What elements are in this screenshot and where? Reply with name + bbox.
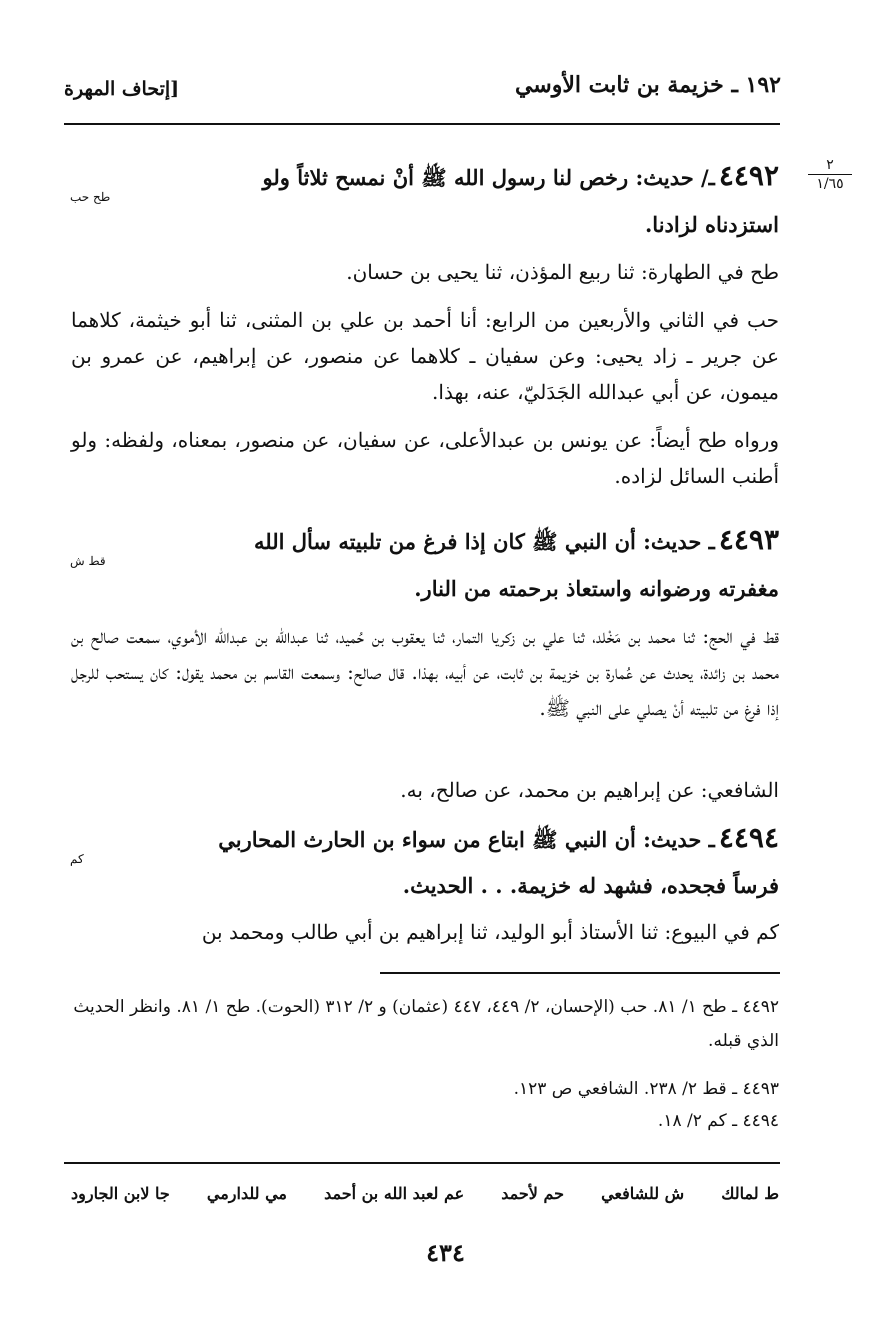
margin-note-top: ٢	[808, 156, 852, 175]
hadith-text-line1: ـ حديث: أن النبي ﷺ ابتاع من سواء بن الحارث المحاربي	[218, 827, 715, 852]
hadith-number: ٤٤٩٣	[718, 523, 779, 556]
hadith-4494-heading	[71, 820, 779, 858]
hadith-4492-heading	[71, 158, 779, 196]
hadith-text-line2: مغفرته ورضوانه واستعاذ برحمته من النار.	[414, 576, 779, 601]
abbreviation-item: ش للشافعي	[601, 1184, 685, 1203]
hadith-source-tag: طح حب	[70, 190, 111, 204]
isnad-paragraph: حب في الثاني والأربعين من الرابع: أنا أحمد بن علي بن المثنى، ثنا أبو خيثمة، كلاهما عن جرير ـ زاد يحيى: وعن سفيان ـ كلاهما عن منصور، عن إبراهيم، عن عمرو بن ميمون، عن أبي عبدالله الجَدَليّ، عنه، بهذا.	[71, 308, 779, 404]
footnote: ٤٤٩٤ ـ كم ٢/ ١٨.	[657, 1111, 779, 1131]
footnote: ٤٤٩٢ ـ طح ١/ ٨١. حب (الإحسان، ٢/ ٤٤٩، ٤٤٧ (عثمان) و ٢/ ٣١٢ (الحوت). طح ١/ ٨١. وانظر الحديث الذي قبله.	[73, 997, 779, 1051]
isnad-paragraph: الشافعي: عن إبراهيم بن محمد، عن صالح، به.	[400, 778, 779, 802]
isnad-paragraph: قط في الحج: ثنا محمد بن مَخْلد، ثنا علي بن زكريا التمار، ثنا يعقوب بن حُميد، ثنا عبدالله بن عبدالله الأموي، سمعت صالح بن محمد بن زائدة، يحدث عن عُمارة بن خزيمة بن ثابت، عن أبيه، بهذا. قال صالح: وسمعت القاسم بن محمد يقول: كان يستحب للرجل إذا فرغ من تلبيته أنْ يصلي على النبي ﷺ.	[71, 624, 779, 720]
margin-note-bottom: ١/٦٥	[816, 176, 844, 192]
footnote-rule	[380, 972, 780, 974]
hadith-text-line2: استزدناه لزادنا.	[645, 212, 779, 237]
footnote: ٤٤٩٣ ـ قط ٢/ ٢٣٨. الشافعي ص ١٢٣.	[513, 1079, 779, 1099]
abbreviation-item: ط لمالك	[721, 1184, 779, 1203]
hadith-text-line2: فرساً فجحده، فشهد له خزيمة. . . الحديث.	[402, 873, 779, 898]
hadith-number: ٤٤٩٤	[718, 821, 779, 854]
hadith-text-line1: ـ حديث: أن النبي ﷺ كان إذا فرغ من تلبيته سأل الله	[254, 529, 715, 554]
page-number: ٤٣٤	[426, 1238, 465, 1267]
hadith-source-tag: كم	[70, 852, 84, 866]
abbreviation-item: عم لعبد الله بن أحمد	[324, 1184, 465, 1203]
hadith-text-line1: ـ/ حديث: رخص لنا رسول الله ﷺ أنْ نمسح ثلاثاً ولو	[262, 165, 715, 190]
abbreviation-key	[71, 1184, 779, 1203]
hadith-number: ٤٤٩٢	[718, 159, 779, 192]
header-book-title: [إتحاف المهرة	[64, 78, 180, 100]
isnad-paragraph: طح في الطهارة: ثنا ربيع المؤذن، ثنا يحيى بن حسان.	[346, 260, 779, 284]
margin-note	[800, 156, 860, 193]
header-title: ١٩٢ ـ خزيمة بن ثابت الأوسي	[514, 72, 781, 98]
isnad-paragraph: كم في البيوع: ثنا الأستاذ أبو الوليد، ثنا إبراهيم بن أبي طالب ومحمد بن	[201, 920, 779, 944]
abbreviation-item: حم لأحمد	[501, 1184, 565, 1203]
header-rule	[64, 123, 780, 125]
hadith-4493-heading	[71, 522, 779, 560]
hadith-source-tag: قط ش	[70, 554, 106, 568]
isnad-paragraph: ورواه طح أيضاً: عن يونس بن عبدالأعلى، عن سفيان، عن منصور، بمعناه، ولفظه: ولو أطنب السائل لزاده.	[71, 428, 779, 488]
abbreviation-item: جا لابن الجارود	[71, 1184, 170, 1203]
abbreviation-item: مي للدارمي	[206, 1184, 287, 1203]
abbreviation-rule	[64, 1162, 780, 1164]
